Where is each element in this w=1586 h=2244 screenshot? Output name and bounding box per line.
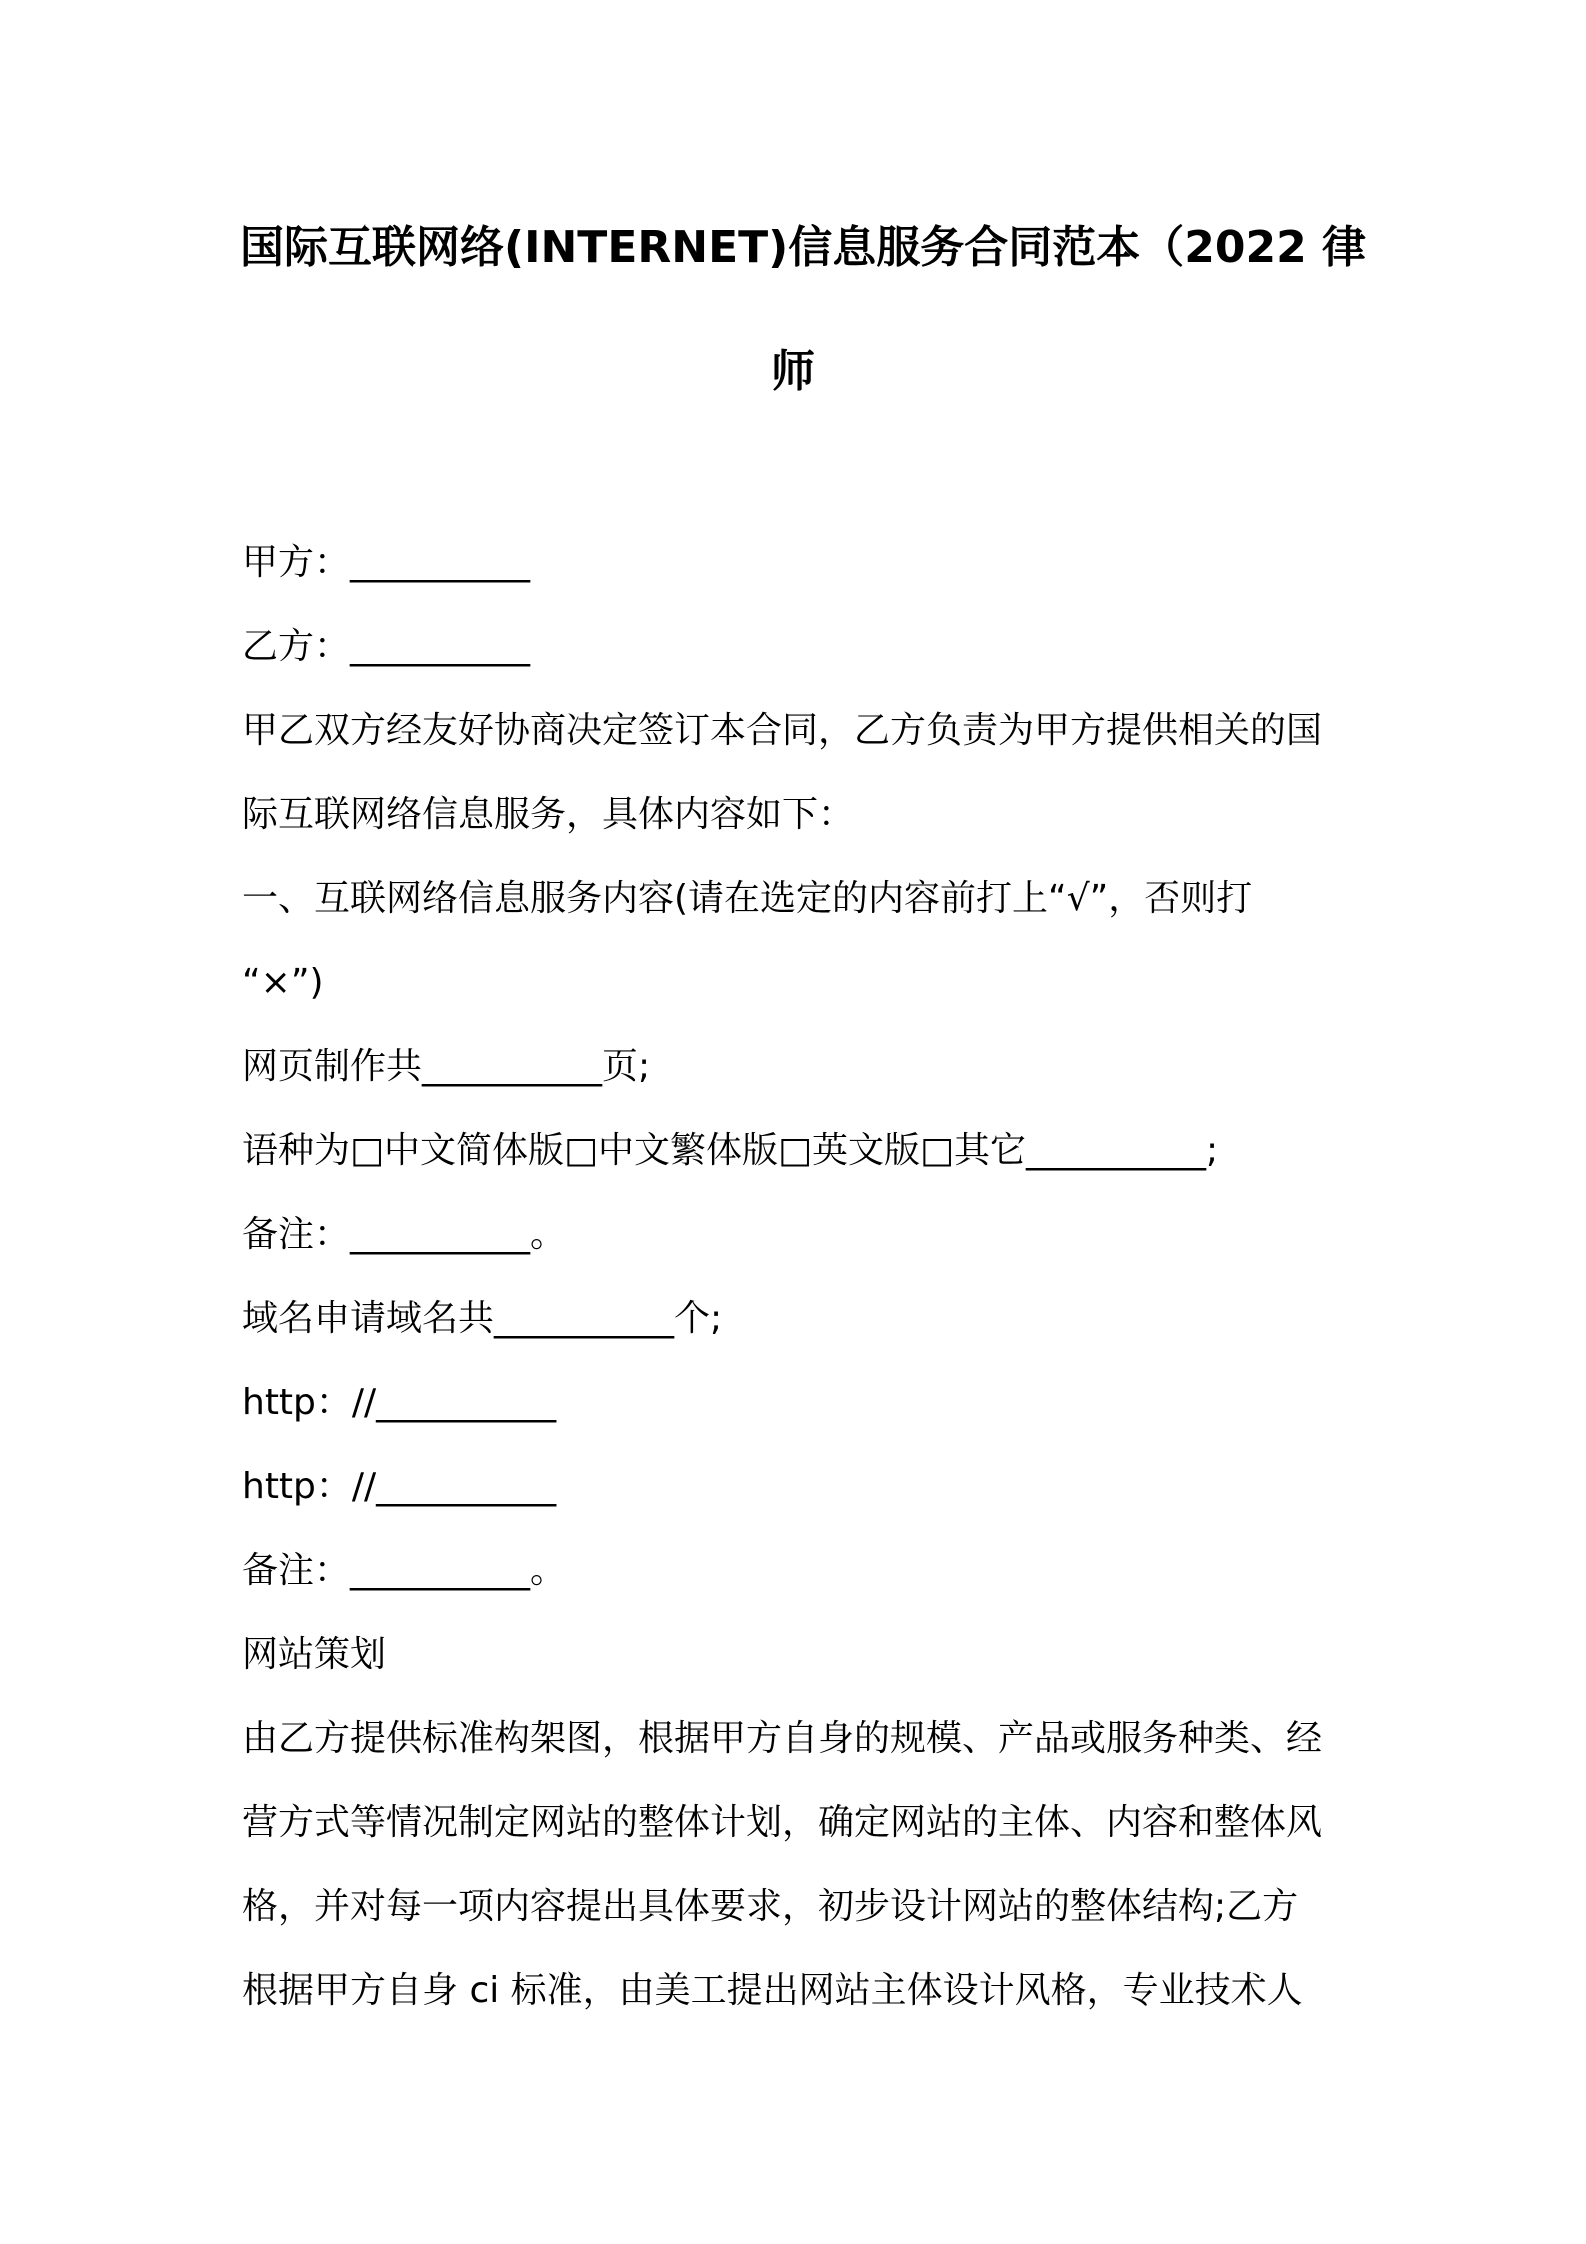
document-title-line-2: 师 xyxy=(771,346,815,397)
domain-url-line-1: http：//__________ xyxy=(242,1382,557,1423)
remarks-line-1: 备注：__________。 xyxy=(242,1214,567,1255)
planning-paragraph-line-4: 根据甲方自身 ci 标准，由美工提出网站主体设计风格，专业技术人 xyxy=(242,1970,1303,2011)
domain-count-line: 域名申请域名共__________个; xyxy=(242,1298,723,1339)
section-1-heading-line-1: 一、互联网络信息服务内容(请在选定的内容前打上“√”，否则打 xyxy=(242,878,1253,919)
planning-paragraph-line-3: 格，并对每一项内容提出具体要求，初步设计网站的整体结构;乙方 xyxy=(242,1886,1299,1927)
planning-paragraph-line-2: 营方式等情况制定网站的整体计划，确定网站的主体、内容和整体风 xyxy=(242,1802,1323,1843)
language-options-line: 语种为□中文简体版□中文繁体版□英文版□其它__________; xyxy=(242,1130,1219,1171)
planning-paragraph-line-1: 由乙方提供标准构架图，根据甲方自身的规模、产品或服务种类、经 xyxy=(242,1718,1323,1759)
party-a-line: 甲方：__________ xyxy=(242,542,531,583)
intro-paragraph-line-2: 际互联网络信息服务，具体内容如下： xyxy=(242,794,855,835)
document-title-line-1: 国际互联网络(INTERNET)信息服务合同范本（2022 律 xyxy=(240,222,1367,273)
remarks-line-2: 备注：__________。 xyxy=(242,1550,567,1591)
web-pages-count-line: 网页制作共__________页; xyxy=(242,1046,651,1087)
domain-url-line-2: http：//__________ xyxy=(242,1466,557,1507)
section-1-heading-line-2: “×”) xyxy=(242,962,324,1003)
intro-paragraph-line-1: 甲乙双方经友好协商决定签订本合同，乙方负责为甲方提供相关的国 xyxy=(242,710,1323,751)
website-planning-heading: 网站策划 xyxy=(242,1634,387,1675)
party-b-line: 乙方：__________ xyxy=(242,626,531,667)
